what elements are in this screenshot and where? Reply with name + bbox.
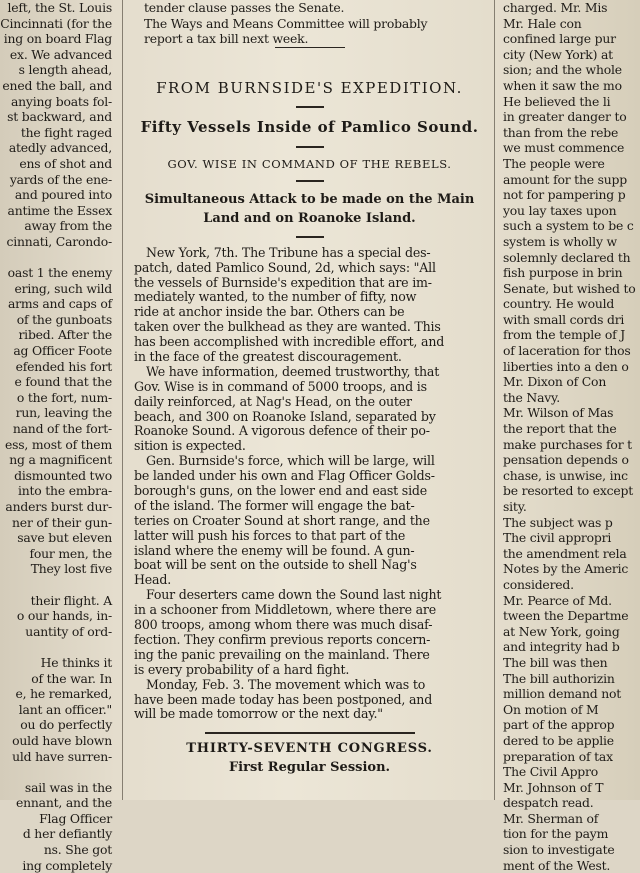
text-line: The Ways and Means Committee will probably [144,15,428,31]
text-line: ag Officer Foote [13,343,112,359]
text-line: ou do perfectly [20,717,112,733]
text-line: ner of their gun- [12,514,112,530]
text-line: ex. We advanced [9,46,112,62]
article-line: ride at anchor inside the bar. Others can be [134,304,405,320]
text-line: the report that the [503,421,617,437]
text-line: The bill was then [503,654,608,670]
section-rule-congress [205,732,415,734]
text-line: Mr. Hale con [503,15,582,31]
article-deck-2: Simultaneous Attack to be made on the Main Land and on Roanoke Island. [144,191,475,226]
text-line: amount for the supp [503,171,628,187]
text-line: ns. She got [43,842,112,858]
text-line: you lay taxes upon [503,202,617,218]
text-line: charged. Mr. Mis [503,0,608,15]
text-line: ould have blown [12,732,112,748]
article-line: Roanoke Sound. A vigorous defence of their po- [134,423,430,439]
text-line: sion to investigate [503,842,615,858]
text-line: and poured into [14,187,112,203]
text-line: dered to be applie [503,732,614,748]
right-column-text [499,0,640,873]
text-line: the fight raged [20,124,112,140]
text-line: the Navy. [503,389,560,405]
text-line: yards of the ene- [9,171,112,187]
left-column-text [0,0,118,873]
text-line: ment of the West. [503,857,611,873]
article-line: boat will be sent on the outside to shell Nag's [134,557,417,573]
text-line: Mr. Sherman of [503,810,599,826]
text-line: sion; and the whole [503,62,622,78]
text-line: with small cords dri [503,311,625,327]
article-line: Gov. Wise is in command of 5000 troops, and is [134,378,427,394]
article-line: beach, and 300 on Roanoke Island, separated by [134,408,436,424]
article-line: 800 troops, among whom there was much disaf- [134,617,433,633]
column-rule [494,0,495,800]
article-line: latter will push his forces to that part of the [134,527,406,543]
article-line: patch, dated Pamlico Sound, 2d, which says: "All [134,259,436,275]
previous-article-tail [128,0,491,47]
text-line: e, he remarked, [15,686,112,702]
text-line: not for pampering p [503,187,626,203]
text-line: lant an officer." [18,701,112,717]
text-line: Mr. Johnson of T [503,779,604,795]
text-line: sail was in the [24,779,112,795]
text-line: their flight. A [30,592,112,608]
text-line: Flag Officer [39,810,112,826]
article-line: be landed under his own and Flag Officer Golds- [134,468,435,484]
text-line: anying boats fol- [10,93,112,109]
text-line [0,577,118,593]
text-line: The Civil Appro [503,764,599,780]
article-line: fection. They confirm previous reports concern- [134,631,431,647]
article-line: the vessels of Burnside's expedition that are im- [134,274,432,290]
article-line: island where the enemy will be found. A gun- [134,542,415,558]
text-line: He thinks it [40,654,112,670]
text-line: cinnati, Carondo- [6,233,112,249]
text-line: st backward, and [7,109,112,125]
text-line: anders burst dur- [5,499,112,514]
left-column [0,0,118,873]
text-line: uld have surren- [12,748,112,764]
article-line: of the island. The former will engage the bat- [134,497,415,513]
text-line: the amendment rela [503,545,627,561]
text-line: pensation depends o [503,452,629,468]
article-line: We have information, deemed trustworthy, that [146,363,440,379]
column-rule [122,0,123,800]
text-line: Mr. Wilson of Mas [503,405,614,421]
article-line: in the face of the greatest discouragement. [134,349,402,365]
text-line: country. He would [503,296,615,312]
text-line: oast 1 the enemy [7,265,112,281]
text-line: run, leaving the [15,405,112,421]
text-line [0,250,118,266]
text-line: Senate, but wished to [503,280,636,296]
text-line [0,764,118,780]
text-line: ering, such wild [14,280,112,296]
article-line: borough's guns, on the lower end and east side [134,483,428,499]
text-line: ng a magnificent [9,452,112,468]
article-line: taken over the bulkhead as they are wanted. This [134,319,441,335]
text-line: The civil appropri [503,530,612,546]
text-line: tween the Departme [503,608,629,624]
text-line: of the war. In [31,670,112,686]
article-line: daily reinforced, at Nag's Head, on the outer [134,393,412,409]
text-line: million demand not [503,686,622,702]
article-line: Head. [134,572,172,588]
text-line: make purchases for t [503,436,632,452]
deck-dash [296,180,324,182]
text-line: liberties into a den o [503,358,629,374]
text-line: ennant, and the [15,795,112,811]
text-line: into the embra- [17,483,112,499]
text-line: and integrity had b [503,639,620,655]
text-line: at New York, going [503,623,620,639]
article-line: will be made tomorrow or the next day." [134,706,383,722]
text-line: They lost five [30,561,112,577]
text-line: Mr. Dixon of Con [503,374,607,390]
text-line: The subject was p [503,514,613,530]
article-deck: GOV. WISE IN COMMAND OF THE REBELS. [167,156,452,171]
article-line: Gen. Burnside's force, which will be large, will [146,453,435,469]
article-line: is every probability of a hard fight. [134,661,350,677]
text-line: report a tax bill next week. [144,31,309,47]
text-line: o the fort, num- [16,389,112,405]
text-line: in greater danger to [503,109,627,125]
text-line: part of the approp [503,717,615,733]
text-line: dismounted two [14,467,112,483]
text-line: of laceration for thos [503,343,631,359]
text-line: ribed. After the [18,327,112,343]
article-line: ing the panic prevailing on the mainland. There [134,646,430,662]
text-line: solemnly declared th [503,249,631,265]
text-line: The people were [503,155,605,171]
article-line: Monday, Feb. 3. The movement which was to [146,676,426,692]
text-line: city (New York) at [503,46,613,62]
article-subhead: Fifty Vessels Inside of Pamlico Sound. [140,117,479,136]
article-line: have been made today has been postponed, and [134,691,433,707]
text-line: considered. [503,576,574,592]
text-line: when it saw the mo [503,77,622,93]
article-headline: FROM BURNSIDE'S EXPEDITION. [156,78,463,97]
text-line: tender clause passes the Senate. [144,0,345,15]
congress-session: First Regular Session. [228,760,391,776]
text-line: ess, most of them [4,436,112,452]
text-line: On motion of M [503,701,599,717]
text-line: atedly advanced, [8,140,112,156]
deck2-dash [296,236,324,238]
text-line: chase, is unwise, inc [503,467,628,483]
text-line: sity. [503,499,527,514]
text-line: d her defiantly [22,826,112,842]
text-line: four men, the [29,545,112,561]
text-line: nand of the fort- [12,421,112,437]
text-line: we must commence [503,140,625,156]
text-line: antime the Essex [7,202,112,218]
text-line: arms and caps of [8,296,112,312]
article-line: teries on Croater Sound at short range, and the [134,512,430,528]
article-line: Four deserters came down the Sound last night [146,587,442,603]
text-line: He believed the li [503,93,611,109]
article-body [128,246,491,723]
text-line: system is wholly w [503,233,617,249]
text-line: s length ahead, [18,62,112,78]
text-line: Mr. Pearce of Md. [503,592,612,608]
text-line: ing completely [22,857,112,873]
headline-dash [296,106,324,108]
text-line: Notes by the Americ [503,561,629,577]
text-line [0,639,118,655]
middle-column [128,0,491,800]
subhead-dash [296,146,324,148]
congress-title: THIRTY-SEVENTH CONGRESS. [186,741,433,757]
text-line: despatch read. [503,795,594,811]
text-line: efended his fort [15,358,112,374]
text-line: e found that the [14,374,112,390]
article-line: sition is expected. [134,438,246,454]
text-line: Cincinnati (for the [0,15,112,31]
text-line: from the temple of J [503,327,626,343]
text-line: save but eleven [17,530,112,546]
article-line: New York, 7th. The Tribune has a special des- [146,244,431,260]
text-line: such a system to be c [503,218,634,234]
text-line: than from the rebe [503,124,619,140]
text-line: away from the [24,218,112,234]
text-line: The bill authorizin [503,670,615,686]
text-line: ened the ball, and [2,77,112,93]
text-line: fish purpose in brin [503,265,623,281]
text-line: preparation of tax [503,748,613,764]
text-line: ens of shot and [19,155,112,171]
text-line: left, the St. Louis [7,0,112,15]
text-line: tion for the paym [503,826,609,842]
right-column [499,0,640,873]
text-line: o our hands, in- [16,608,112,624]
article-line: has been accomplished with incredible effort, and [134,334,445,350]
article-line: mediately wanted, to the number of fifty, now [134,289,417,305]
text-line: be resorted to except [503,483,634,499]
text-line: of the gunboats [16,311,112,327]
section-rule [275,47,345,48]
text-line: ing on board Flag [3,31,112,47]
article-line: in a schooner from Middletown, where there are [134,602,437,618]
text-line: uantity of ord- [25,623,112,639]
text-line: confined large pur [503,31,616,47]
